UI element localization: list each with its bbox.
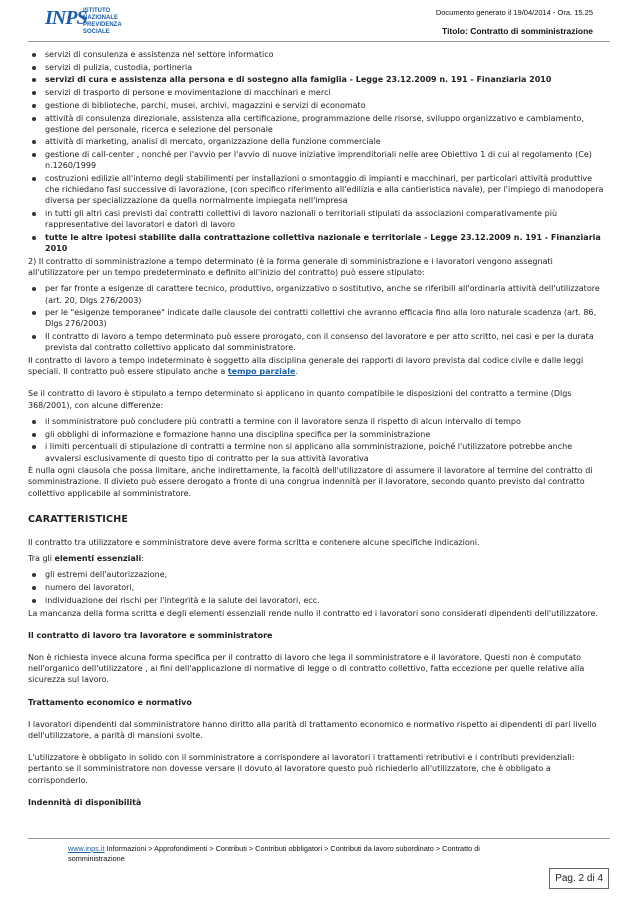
list-item: attività di marketing, analisi di mercato, organizzazione della funzione commerciale	[28, 136, 606, 147]
list-item: servizi di pulizia, custodia, portineria	[28, 62, 606, 73]
list-item: gestione di biblioteche, parchi, musei, archivi, magazzini e servizi di economato	[28, 100, 606, 111]
list-item: costruzioni edilizie all'interno degli stabilimenti per installazioni o smontaggio di impianti e macchinari, per particolari attività produttive che richiedano fasi successive di lavorazione, (con specifico riferimento all'edilizia e alla cantieristica navale), per l'impiego di manodopera diversa per specializzazione da quella normalmente impiegata nell'impresa	[28, 173, 606, 207]
list-item: gli estremi dell'autorizzazione,	[28, 569, 606, 580]
inps-site-link[interactable]: www.inps.it	[68, 844, 105, 853]
paragraph: La mancanza della forma scritta e degli elementi essenziali rende nullo il contratto ed i lavoratori sono considerati dipendenti dell'utilizzatore.	[28, 608, 598, 618]
list-item: attività di consulenza direzionale, assistenza alla certificazione, programmazione delle risorse, sviluppo organizzativo e cambiamento, gestione del personale, ricerca e selezione del personale	[28, 113, 606, 135]
subheading: Indennità di disponibilità	[28, 797, 142, 807]
list-item: i limiti percentuali di stipulazione di contratti a termine non si applicano alla somministrazione, poiché l'utilizzatore potrebbe anche avvalersi esclusivamente di questo tipo di contratto per la sua attività lavorativa	[28, 441, 606, 463]
list-item: Il contratto di lavoro a tempo determinato può essere prorogato, con il consenso del lavoratore e per atto scritto, nei casi e per la durata prevista dal contratto collettivo applicato dal somministratore.	[28, 331, 606, 353]
services-list	[28, 49, 606, 254]
paragraph: L'utilizzatore è obbligato in solido con il somministratore a corrispondere ai lavoratori i trattamenti retributivi e i contributi previdenziali: pertanto se il somministratore non dovesse versare il dovuto al lavoratore questo può richiederlo all'utilizzatore, che è obbligato a corrisponderlo.	[28, 753, 575, 785]
differences-list	[28, 416, 606, 464]
list-item: per le "esigenze temporanee" indicate dalle clausole dei contratti collettivi che avranno efficacia fino alla loro naturale scadenza (art. 86, Dlgs 276/2003)	[28, 307, 606, 329]
list-item: numero dei lavoratori,	[28, 582, 606, 593]
inps-logo	[45, 5, 185, 45]
footer-breadcrumb: www.inps.it Informazioni > Approfondimenti > Contributi > Contributi obbligatori > Contributi da lavoro subordinato > Contratto di somministrazione	[68, 844, 480, 863]
list-item: in tutti gli altri casi previsti dai contratti collettivi di lavoro nazionali o territoriali stipulati da associazioni comparativamente più rappresentative dei lavoratori e datori di lavoro	[28, 208, 606, 230]
tempo-parziale-link[interactable]: tempo parziale	[227, 367, 296, 377]
essential-elements-list	[28, 569, 606, 606]
paragraph: Non è richiesta invece alcuna forma specifica per il contratto di lavoro che lega il somministratore e il lavoratore. Questi non è computato nell'organico dell'utilizzatore , ai fini dell'applicazione di normative di legge o di contratto collettivo, fatta eccezione per quelle relative alla sicurezza sul lavoro.	[28, 652, 585, 685]
section-heading: CARATTERISTICHE	[28, 513, 129, 525]
list-item: servizi di cura e assistenza alla persona e di sostegno alla famiglia - Legge 23.12.2009 n. 191 - Finanziaria 2010	[28, 74, 606, 85]
conditions-list	[28, 283, 606, 353]
list-item: il somministratore può concludere più contratti a termine con il lavoratore senza il rispetto di alcun intervallo di tempo	[28, 416, 606, 427]
subheading: Trattamento economico e normativo	[28, 697, 192, 707]
logo-mark: INPS	[45, 7, 87, 29]
paragraph: Il contratto di lavoro a tempo indeterminato è soggetto alla disciplina generale dei rapporti di lavoro prevista dal codice civile e dalle leggi speciali. Il contratto può essere stipulato anche a tempo parziale.	[28, 356, 584, 377]
header-divider	[28, 41, 610, 42]
list-item: per far fronte a esigenze di carattere tecnico, produttivo, organizzativo o sostitutivo, anche se riferibili all'ordinaria attività dell'utilizzatore (art. 20, Dlgs 276/2003)	[28, 283, 606, 305]
logo-text: ISTITUTO NAZIONALE PREVIDENZA SOCIALE	[83, 8, 122, 35]
list-item: individuazione dei rischi per l'integrità e la salute dei lavoratori, ecc.	[28, 595, 606, 606]
paragraph: 2) Il contratto di somministrazione a tempo determinato (è la forma generale di somministrazione e i lavoratori vengono assegnati all'utilizzatore per un tempo predeterminato e definito all'inizio del contratto) può essere stipulato:	[28, 256, 553, 278]
list-item: tutte le altre ipotesi stabilite dalla contrattazione collettiva nazionale e territoriale - Legge 23.12.2009 n. 191 - Finanziaria 2010	[28, 232, 606, 254]
document-body	[28, 49, 606, 813]
subheading: Il contratto di lavoro tra lavoratore e somministratore	[28, 630, 273, 640]
paragraph: Il contratto tra utilizzatore e somministratore deve avere forma scritta e contenere alcune specifiche indicazioni.	[28, 538, 480, 548]
paragraph: Tra gli elementi essenziali:	[28, 554, 144, 564]
list-item: servizi di consulenza e assistenza nel settore informatico	[28, 49, 606, 60]
paragraph: Se il contratto di lavoro è stipulato a tempo determinato si applicano in quanto compatibile le disposizioni del contratto a termine (Dlgs 368/2001), con alcune differenze:	[28, 389, 572, 410]
generated-timestamp: Documento generato il 19/04/2014 - Ora. 15.25	[435, 8, 593, 17]
page-number: Pag. 2 di 4	[549, 868, 609, 889]
list-item: gestione di call-center , nonché per l'avvio per l'avvio di nuove iniziative imprenditoriali nelle aree Obiettivo 1 di cui al regolamento (Ce) n.1260/1999	[28, 149, 606, 171]
paragraph: È nulla ogni clausola che possa limitare, anche indirettamente, la facoltà dell'utilizzatore di assumere il lavoratore al termine del contratto di somministrazione. Il divieto può essere derogato a fronte di una congrua indennità per il lavoratore, secondo quanto previsto dal contratto collettivo applicabile al somministratore.	[28, 466, 593, 498]
paragraph: I lavoratori dipendenti dal somministratore hanno diritto alla parità di trattamento economico e normativo rispetto ai dipendenti di pari livello dell'utilizzatore, a parità di mansioni svolte.	[28, 719, 597, 740]
list-item: gli obblighi di informazione e formazione hanno una disciplina specifica per la somministrazione	[28, 429, 606, 440]
document-title: Titolo: Contratto di somministrazione	[442, 26, 593, 36]
list-item: servizi di trasporto di persone e movimentazione di macchinari e merci	[28, 87, 606, 98]
footer-divider	[28, 838, 610, 839]
